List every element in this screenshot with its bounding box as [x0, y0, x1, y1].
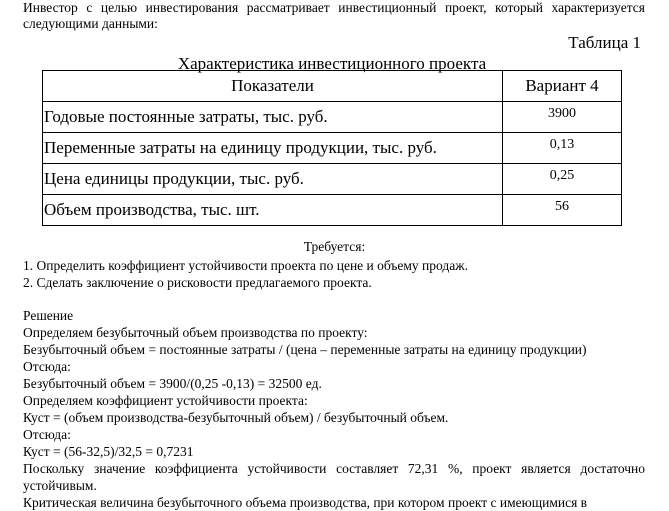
intro-paragraph: Инвестор с целью инвестирования рассматривает инвестиционный проект, который характеризуется следующими данными: — [23, 0, 645, 31]
solution-heading: Решение — [23, 308, 74, 323]
column-header-variant: Вариант 4 — [503, 71, 622, 102]
table-row — [43, 195, 622, 226]
row-value: 3900 — [503, 102, 622, 133]
table-row — [43, 164, 622, 195]
task-list — [23, 257, 645, 291]
row-name: Переменные затраты на единицу продукции, тыс. руб. — [43, 133, 503, 164]
solution-line: Определяем безубыточный объем производства по проекту: — [23, 325, 368, 340]
solution-section — [23, 307, 645, 511]
row-value: 0,13 — [503, 133, 622, 164]
table-number: Таблица 1 — [568, 33, 641, 52]
table-row — [43, 102, 622, 133]
row-value: 0,25 — [503, 164, 622, 195]
solution-line: Куст = (56-32,5)/32,5 = 0,7231 — [23, 444, 194, 459]
row-value: 56 — [503, 195, 622, 226]
table-title: Характеристика инвестиционного проекта — [177, 54, 487, 73]
row-name: Цена единицы продукции, тыс. руб. — [43, 164, 503, 195]
solution-line: Куст = (объем производства-безубыточный объем) / безубыточный объем. — [23, 410, 449, 425]
solution-line: Отсюда: — [23, 359, 71, 374]
row-name: Объем производства, тыс. шт. — [43, 195, 503, 226]
task-item: 2. Сделать заключение о рисковости предлагаемого проекта. — [23, 275, 372, 290]
required-label: Требуется: — [303, 239, 366, 254]
project-characteristics-table — [42, 70, 622, 226]
solution-line: Определяем коэффициент устойчивости проекта: — [23, 393, 308, 408]
solution-last-line: Критическая величина безубыточного объема производства, при котором проект с имеющимися в — [23, 495, 588, 510]
solution-line: Отсюда: — [23, 427, 71, 442]
row-name: Годовые постоянные затраты, тыс. руб. — [43, 102, 503, 133]
table-row — [43, 133, 622, 164]
task-item: 1. Определить коэффициент устойчивости проекта по цене и объему продаж. — [23, 258, 468, 273]
solution-line: Безубыточный объем = постоянные затраты / (цена – переменные затраты на единицу продукции) — [23, 342, 587, 357]
column-header-indicator: Показатели — [43, 71, 503, 102]
solution-line: Безубыточный объем = 3900/(0,25 -0,13) = 32500 ед. — [23, 376, 322, 391]
solution-conclusion: Поскольку значение коэффициента устойчивости составляет 72,31 %, проект является достаточно устойчивым. — [23, 461, 645, 493]
table-header-row — [43, 71, 622, 102]
